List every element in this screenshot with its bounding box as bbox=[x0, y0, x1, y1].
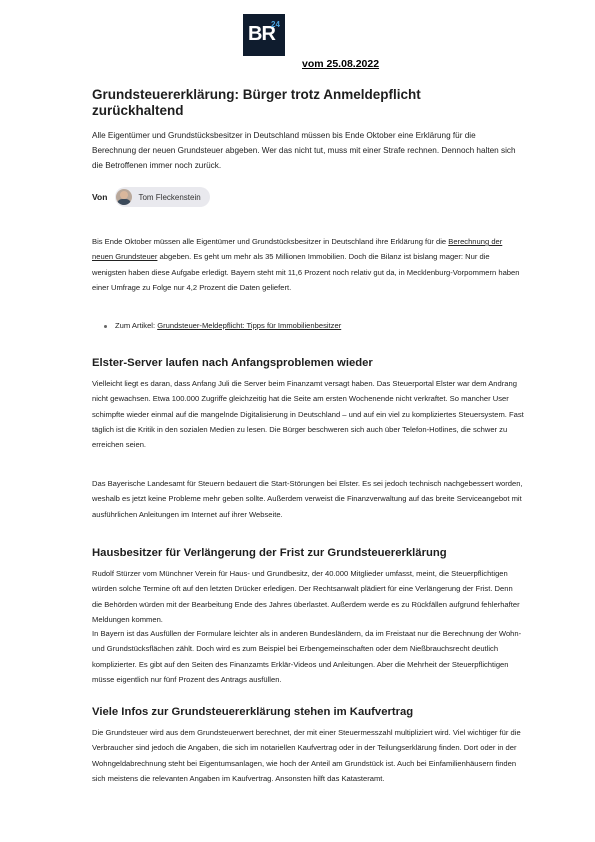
related-article-link[interactable]: Grundsteuer-Meldepflicht: Tipps für Immobilienbesitzer bbox=[157, 321, 342, 330]
byline bbox=[92, 187, 210, 207]
related-article-item bbox=[104, 318, 514, 333]
bullet-icon bbox=[104, 325, 107, 328]
grundsteuer-link[interactable]: Berechnung der neuen Grundsteuer bbox=[92, 237, 503, 262]
author-chip[interactable] bbox=[115, 187, 209, 207]
article-lead: Alle Eigentümer und Grundstücksbesitzer in Deutschland müssen bis Ende Oktober eine Erklärung für die Berechnung der neuen Grundsteuer abgeben. Wer das nicht tut, muss mit einer Strafe rechnen. Dennoch halten sich die Betroffenen immer noch zurück. bbox=[92, 131, 516, 170]
related-article-prefix: Zum Artikel: bbox=[115, 321, 158, 330]
paragraph-intro bbox=[92, 234, 524, 295]
logo-text: BR bbox=[248, 23, 275, 45]
avatar bbox=[116, 189, 132, 205]
section-heading-kaufvertrag: Viele Infos zur Grundsteuererklärung stehen im Kaufvertrag bbox=[92, 706, 414, 718]
paragraph-kaufvertrag: Die Grundsteuer wird aus dem Grundsteuerwert berechnet, der mit einer Steuermesszahl multipliziert wird. Viel wichtiger für die Verbraucher sind jedoch die Angaben, die sich im notariellen Kaufvertrag oder in der Teilungserklärung finden. Dort oder in der Wohngeldabrechnung steht bei Eigentumsanlagen, wie hoch der Anteil am Grundstück ist. Auch bei Einfamilienhäusern finden sich meistens die relevanten Angaben im Kaufvertrag. Ansonsten hilft das Katasteramt. bbox=[92, 728, 521, 783]
paragraph-elster-1: Vielleicht liegt es daran, dass Anfang Juli die Server beim Finanzamt versagt haben. Das Steuerportal Elster war dem Andrang nicht gewachsen. Etwa 100.000 Zugriffe gleichzeitig hat die Seite am ersten Wochenende nicht verkraftet. So mancher User schimpfte wieder einmal auf die mangelnde Digitalisierung in Deutschland – und auf ein viel zu kompliziertes Steuersystem. Fast täglich ist die Kritik in den sozialen Medien zu lesen. Die Bürger beschweren sich auch über Telefon-Hotlines, die schwer zu erreichen seien. bbox=[92, 379, 524, 450]
paragraph-frist-2: In Bayern ist das Ausfüllen der Formulare leichter als in anderen Bundesländern, da im Freistaat nur die Berechnung der Wohn- und Grundstücksflächen zählt. Doch wird es zum Beispiel bei Erbengemeinschaften oder dem Nießbrauchsrecht deutlich komplizierter. Es gibt auf den Seiten des Finanzamts Erklär-Videos und Anleitungen. Aber die Mehrheit der Steuerpflichtigen müsse eigentlich nur fünf Prozent des Antrags ausfüllen. bbox=[92, 629, 522, 684]
article-date: vom 25.08.2022 bbox=[302, 58, 380, 70]
article-title: Grundsteuererklärung: Bürger trotz Anmeldepflicht zurückhaltend bbox=[92, 87, 421, 118]
section-heading-frist: Hausbesitzer für Verlängerung der Frist zur Grundsteuererklärung bbox=[92, 547, 447, 559]
logo-number: 24 bbox=[271, 20, 280, 29]
paragraph-frist-1: Rudolf Stürzer vom Münchner Verein für Haus- und Grundbesitz, der 40.000 Mitglieder umfasst, meint, die Steuerpflichtigen würden solche Termine oft auf den letzten Drücker erledigen. Der Rechtsanwalt plädiert für eine Verlängerung der Frist. Denn die Behörden würden mit der Bearbeitung Ende des Jahres überlastet. Außerdem werde es zu Rückfällen aufgrund fehlerhafter Meldungen kommen. bbox=[92, 569, 520, 624]
section-heading-elster: Elster-Server laufen nach Anfangsproblemen wieder bbox=[92, 357, 373, 369]
author-name: Tom Fleckenstein bbox=[138, 192, 201, 202]
br24-logo bbox=[243, 14, 285, 56]
paragraph-text: abgeben. Es geht um mehr als 35 Millionen Immobilien. Doch die Bilanz ist bislang mager: Nur die wenigsten haben diese Aufgabe erledigt. Bayern steht mit 11,6 Prozent noch relativ gut da, in Mecklenburg-Vorpommern haben einer Umfrage zu Folge nur 4,2 Prozent die Daten geliefert. bbox=[92, 252, 520, 292]
paragraph-elster-2: Das Bayerische Landesamt für Steuern bedauert die Start-Störungen bei Elster. Es sei jedoch technisch nachgebessert worden, weshalb es jetzt keine Probleme mehr geben sollte. Außerdem verweist die Finanzverwaltung auf das breite Serviceangebot mit ausführlichen Anleitungen im Internet auf ihrer Webseite. bbox=[92, 479, 523, 519]
byline-label: Von bbox=[92, 192, 108, 202]
paragraph-text: Bis Ende Oktober müssen alle Eigentümer und Grundstücksbesitzer in Deutschland ihre Erklärung für die bbox=[92, 237, 449, 246]
